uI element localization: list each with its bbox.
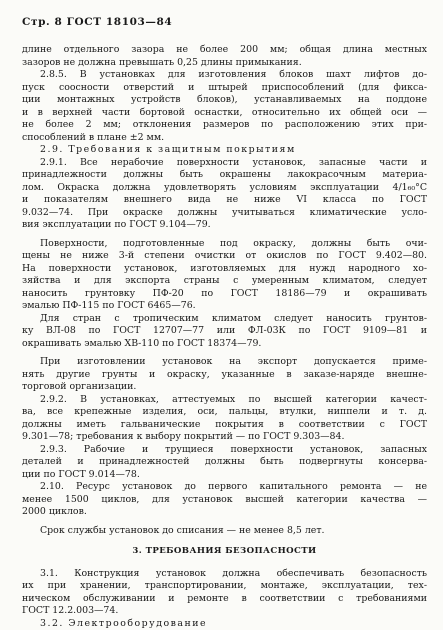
text-line: 9.301—78; требования к выбору покрытий — по ГОСТ 9.303—84. — [22, 431, 427, 444]
text-line: их при хранении, транспортировании, монтаже, эксплуатации, тех- — [22, 580, 427, 593]
text-line: наносить грунтовку ПФ-20 по ГОСТ 18186—79 и окрашивать — [22, 288, 427, 301]
text-line: ции по ГОСТ 9.014—78. — [22, 469, 427, 482]
text-line: зяйства и для экспорта страны с умеренным климатом, следует — [22, 275, 427, 288]
text-line: 3.1. Конструкция установок должна обеспечивать безопасность — [22, 568, 427, 581]
text-line: Для стран с тропическим климатом следует наносить грунтов- — [22, 313, 427, 326]
text-line: окрашивать эмалью ХВ-110 по ГОСТ 18374—79. — [22, 338, 427, 351]
text-line: и показателям внешнего вида не ниже VI класса по ГОСТ — [22, 194, 427, 207]
text-line: Поверхности, подготовленные под окраску, должны быть очи- — [22, 238, 427, 251]
text-line: 2.9.3. Рабочие и трущиеся поверхности установок, запасных — [22, 444, 427, 457]
text-line: щены не ниже 3-й степени очистки от окислов по ГОСТ 9.402—80. — [22, 250, 427, 263]
text-line: ции монтажных устройств блоков), устанавливаемых на поддоне — [22, 94, 427, 107]
text-line: ГОСТ 12.2.003—74. — [22, 605, 427, 618]
text-line: 2.9.2. В установках, аттестуемых по высшей категории качест- — [22, 394, 427, 407]
document-body — [22, 44, 427, 630]
text-line: ва, все крепежные изделия, оси, пальцы, втулки, ниппели и т. д. — [22, 406, 427, 419]
text-line: менее 1500 циклов, для установок высшей категории качества — — [22, 494, 427, 507]
text-line: 9.032—74. При окраске должны учитываться климатические усло- — [22, 207, 427, 220]
subsection-heading: 3.2. Электрооборудование — [22, 618, 427, 630]
text-line: принадлежности должны быть окрашены лакокрасочным материа- — [22, 169, 427, 182]
text-line: торговой организации. — [22, 381, 427, 394]
text-line: вия эксплуатации по ГОСТ 9.104—79. — [22, 219, 427, 232]
text-line: Срок службы установок до списания — не менее 8,5 лет. — [22, 525, 427, 538]
text-line: 2.10. Ресурс установок до первого капитального ремонта — не — [22, 481, 427, 494]
page-header: Стр. 8 ГОСТ 18103—84 — [22, 16, 172, 28]
text-line: 2000 циклов. — [22, 506, 427, 519]
subsection-heading: 2.9. Требования к защитным покрытиям — [22, 144, 427, 157]
text-line: зазоров не должна превышать 0,25 длины примыкания. — [22, 57, 427, 70]
text-line: ническом обслуживании и ремонте в соответствии с требованиями — [22, 593, 427, 606]
text-line: пуск соосности отверстий и штырей приспособлений (для фикса- — [22, 82, 427, 95]
text-line: и в верхней части бортовой оснастки, относительно их общей оси — — [22, 107, 427, 120]
text-line: ку ВЛ-08 по ГОСТ 12707—77 или ФЛ-03К по ГОСТ 9109—81 и — [22, 325, 427, 338]
text-line: деталей и принадлежностей должны быть подвергнуты консерва- — [22, 456, 427, 469]
text-line: На поверхности установок, изготовляемых для нужд народного хо- — [22, 263, 427, 276]
text-line: При изготовлении установок на экспорт допускается приме- — [22, 356, 427, 369]
section-heading: 3. ТРЕБОВАНИЯ БЕЗОПАСНОСТИ — [22, 545, 427, 558]
text-line: лом. Окраска должна удовлетворять условиям эксплуатации 4/1₆₀°C — [22, 182, 427, 195]
text-line: нять другие грунты и окраску, указанные в заказе-наряде внешне- — [22, 369, 427, 382]
text-line: не более 2 мм; отклонения размеров по расположению этих при- — [22, 119, 427, 132]
text-line: длине отдельного зазора не более 200 мм; общая длина местных — [22, 44, 427, 57]
text-line: 2.9.1. Все нерабочие поверхности установок, запасные части и — [22, 157, 427, 170]
text-line: эмалью ПФ-115 по ГОСТ 6465—76. — [22, 300, 427, 313]
text-line: должны иметь гальванические покрытия в соответствии с ГОСТ — [22, 419, 427, 432]
text-line: способлений в плане ±2 мм. — [22, 132, 427, 145]
text-line: 2.8.5. В установках для изготовления блоков шахт лифтов до- — [22, 69, 427, 82]
